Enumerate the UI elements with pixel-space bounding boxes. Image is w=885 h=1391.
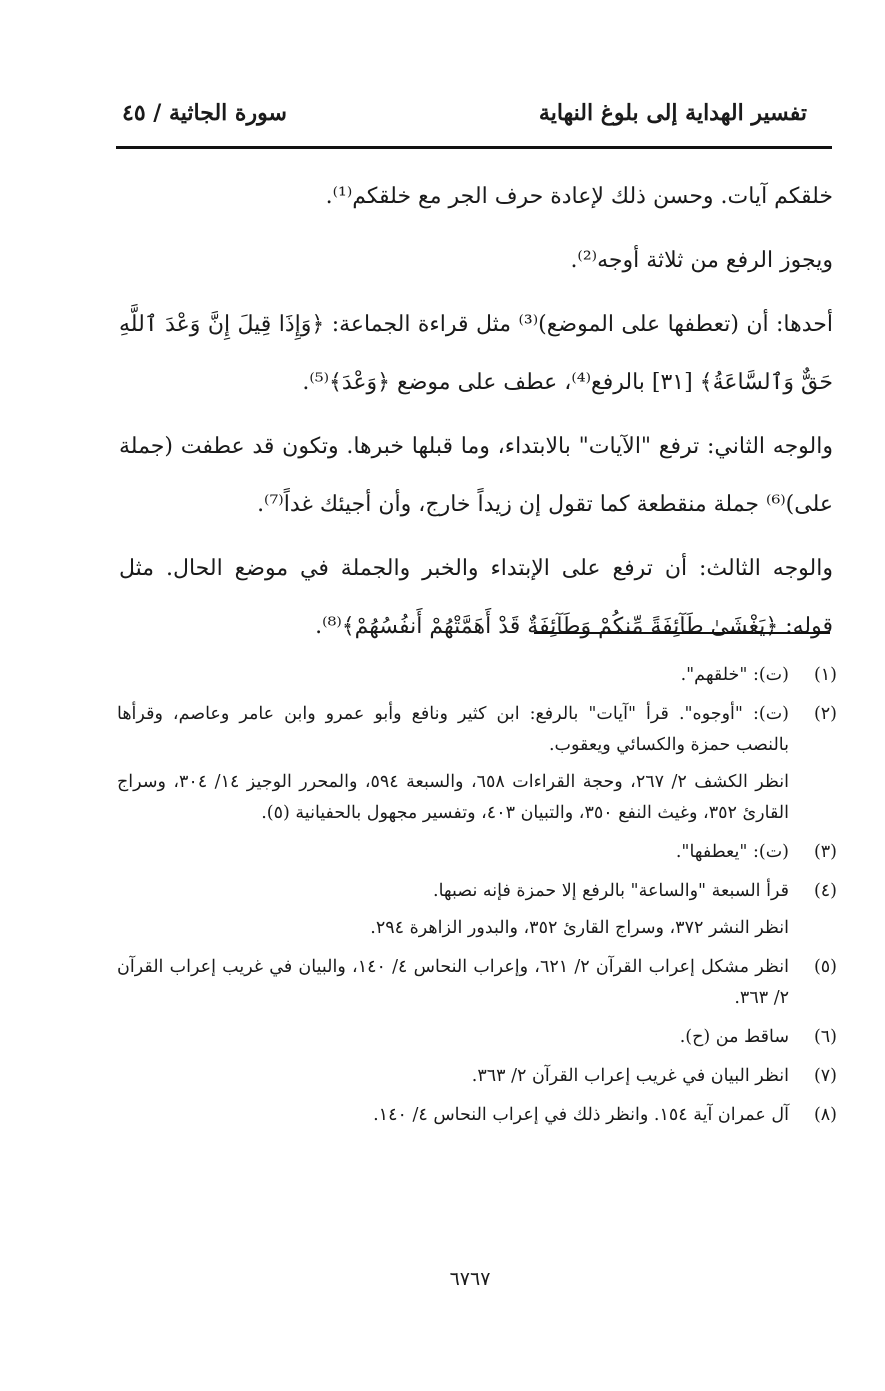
footnote bbox=[117, 837, 837, 868]
page-number: ٦٧٦٧ bbox=[449, 1268, 491, 1290]
footnote-text: (ت): "خلقهم". bbox=[680, 665, 789, 685]
footnotes bbox=[117, 660, 837, 1139]
footnote-text: انظر النشر ٣٧٢، وسراج القارئ ٣٥٢، والبدور الزاهرة ٢٩٤. bbox=[370, 918, 789, 938]
main-text bbox=[119, 168, 833, 656]
footnote-number: (٢) bbox=[813, 704, 837, 724]
footnote bbox=[117, 1022, 837, 1053]
footnote-number: (٧) bbox=[813, 1066, 837, 1086]
footnote-number: (٤) bbox=[813, 881, 837, 901]
footnote bbox=[117, 876, 837, 944]
footnote-number: (٣) bbox=[813, 842, 837, 862]
footnote-text: انظر الكشف ٢/ ٢٦٧، وحجة القراءات ٦٥٨، والسبعة ٥٩٤، والمحرر الوجيز ١٤/ ٣٠٤، وسراج القارئ ٣٥٢، وغيث النفع ٣٥٠، والتبيان ٤٠٣، وتفسير مجهول بالحفيانية (٥). bbox=[117, 772, 789, 823]
footnote bbox=[117, 699, 837, 829]
footnote-number: (٨) bbox=[813, 1105, 837, 1125]
footnote bbox=[117, 952, 837, 1014]
paragraph: أحدها: أن (تعطفها على الموضع)⁽³⁾ مثل قراءة الجماعة: ﴿وَإِذَا قِيلَ إِنَّ وَعْدَ ٱللَّهِ حَقٌّ وَٱلسَّاعَةُ﴾ [٣١] بالرفع⁽⁴⁾، عطف على موضع ﴿وَعْدَ﴾⁽⁵⁾. bbox=[119, 312, 833, 395]
footnote-text: انظر البيان في غريب إعراب القرآن ٢/ ٣٦٣. bbox=[471, 1066, 789, 1086]
footnote-number: (١) bbox=[813, 665, 837, 685]
footnote bbox=[117, 1100, 837, 1131]
footnote bbox=[117, 1061, 837, 1092]
footnote-number: (٦) bbox=[813, 1027, 837, 1047]
footnote-text: ساقط من (ح). bbox=[679, 1027, 789, 1047]
footnote-number: (٥) bbox=[813, 957, 837, 977]
footnote-text: انظر مشكل إعراب القرآن ٢/ ٦٢١، وإعراب النحاس ٤/ ١٤٠، والبيان في غريب إعراب القرآن ٢/ ٣٦٣. bbox=[117, 957, 789, 1008]
paragraph: خلقكم آيات. وحسن ذلك لإعادة حرف الجر مع خلقكم⁽¹⁾. bbox=[325, 184, 833, 209]
paragraph: والوجه الثاني: ترفع "الآيات" بالابتداء، وما قبلها خبرها. وتكون قد عطفت (جملة على)⁽⁶⁾ جملة منقطعة كما تقول إن زيداً خارج، وأن أجيئك غداً⁽⁷⁾. bbox=[119, 434, 833, 517]
paragraph: والوجه الثالث: أن ترفع على الإبتداء والخبر والجملة في موضع الحال. مثل قوله: ﴿يَغْشَىٰ طَآئِفَةً مِّنكُمْ وَطَآئِفَةٌ قَدْ أَهَمَّتْهُمْ أَنفُسُهُمْ﴾⁽⁸⁾. bbox=[119, 556, 833, 639]
footnote-text: (ت): "يعطفها". bbox=[675, 842, 789, 862]
book-title: تفسير الهداية إلى بلوغ النهاية bbox=[538, 100, 807, 126]
footnote-text: آل عمران آية ١٥٤. وانظر ذلك في إعراب النحاس ٤/ ١٤٠. bbox=[373, 1105, 789, 1125]
footnote-separator bbox=[534, 632, 830, 634]
header-rule bbox=[116, 146, 832, 149]
footnote bbox=[117, 660, 837, 691]
footnote-text: قرأ السبعة "والساعة" بالرفع إلا حمزة فإنه نصبها. bbox=[433, 881, 789, 901]
paragraph: ويجوز الرفع من ثلاثة أوجه⁽²⁾. bbox=[570, 248, 833, 273]
surah-reference: سورة الجاثية / ٤٥ bbox=[122, 100, 287, 126]
footnote-text: (ت): "أوجوه". قرأ "آيات" بالرفع: ابن كثير ونافع وأبو عمرو وابن عامر وعاصم، وقرأها بالنصب حمزة والكسائي ويعقوب. bbox=[117, 704, 789, 755]
